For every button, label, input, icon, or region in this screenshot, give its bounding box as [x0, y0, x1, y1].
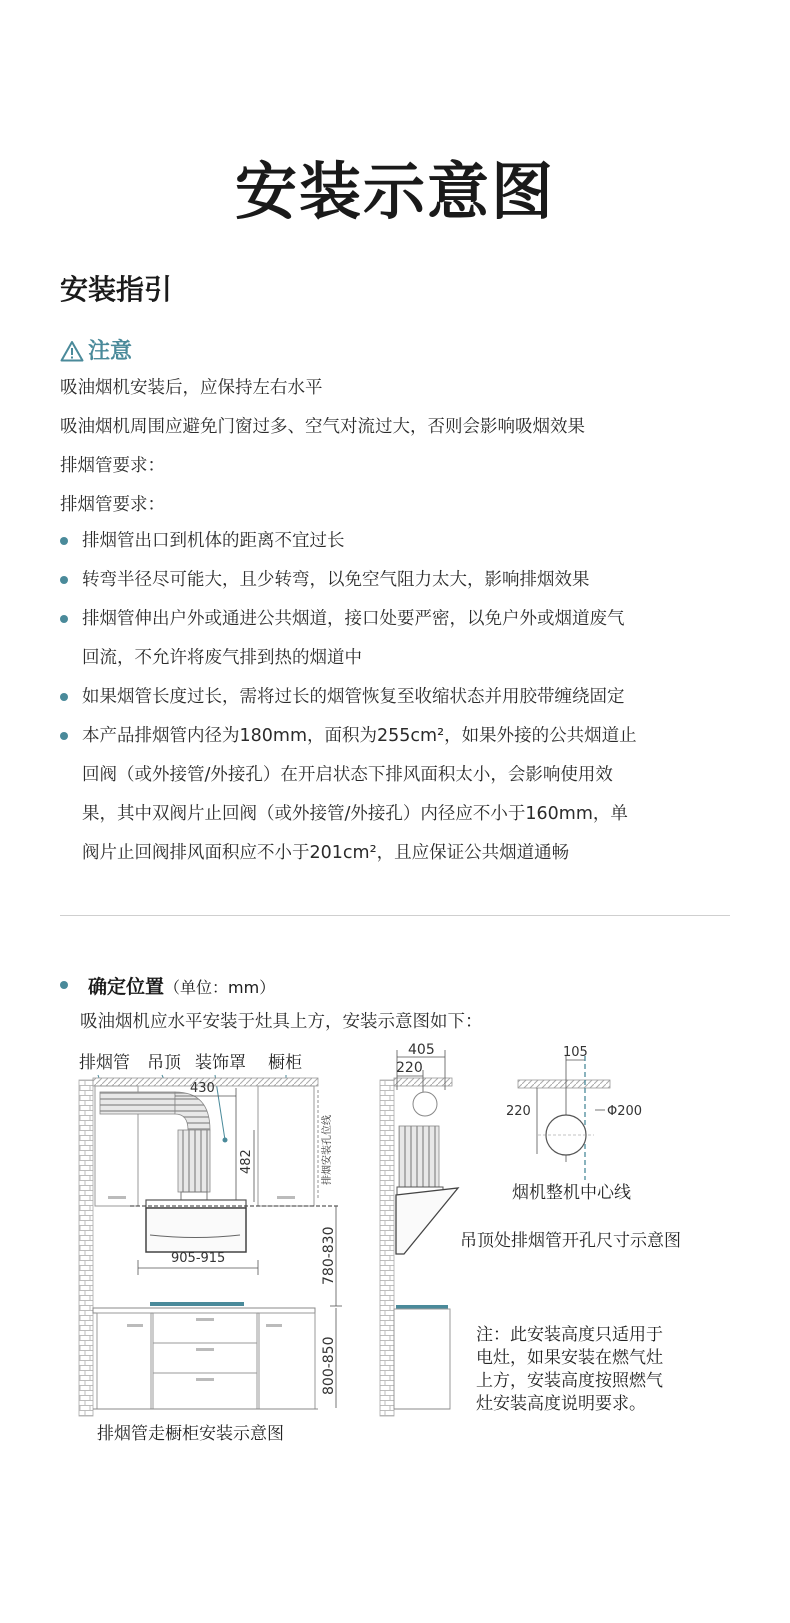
install-note — [476, 1325, 663, 1414]
bullet-dot — [60, 981, 68, 989]
caution-heading — [60, 334, 132, 365]
bullet-text: 回阀（或外接管/外接孔）在开启状态下排风面积太小，会影响使用效 — [82, 765, 613, 785]
note-line: 电灶，如果安装在燃气灶 — [476, 1348, 663, 1368]
position-unit: （单位：mm） — [164, 978, 276, 997]
note-line: 吸油烟机周围应避免门窗过多、空气对流过大，否则会影响吸烟效果 — [60, 417, 585, 437]
bullet-dot — [60, 693, 68, 701]
note-line: 注：此安装高度只适用于 — [476, 1325, 663, 1345]
label-hole-line: 排烟安装孔位线 — [322, 1115, 333, 1185]
dim-220: 220 — [396, 1060, 423, 1076]
label-center-line: 烟机整机中心线 — [512, 1183, 631, 1203]
installation-diagram — [0, 1030, 790, 1450]
caption-left: 排烟管走橱柜安装示意图 — [97, 1424, 284, 1444]
side-view-diagram — [380, 1042, 458, 1416]
position-title — [88, 972, 275, 999]
divider — [60, 915, 730, 916]
bullet-text: 转弯半径尽可能大，且少转弯，以免空气阻力太大，影响排烟效果 — [82, 570, 590, 590]
bullet-text: 果，其中双阀片止回阀（或外接管/外接孔）内径应不小于160mm，单 — [82, 804, 628, 824]
bullet-dot — [60, 576, 68, 584]
position-title-text: 确定位置 — [88, 976, 165, 998]
dim-780: 780-830 — [321, 1226, 337, 1285]
dim-105: 105 — [563, 1045, 588, 1060]
dim-430: 430 — [190, 1081, 215, 1096]
bullet-dot — [60, 537, 68, 545]
dim-905: 905-915 — [171, 1251, 226, 1266]
dim-800: 800-850 — [321, 1336, 337, 1395]
bullet-dot — [60, 732, 68, 740]
bullet-text: 本产品排烟管内径为180mm，面积为255cm²，如果外接的公共烟道止 — [82, 726, 637, 746]
note-line: 排烟管要求： — [60, 495, 165, 515]
dim-phi: Φ200 — [607, 1104, 643, 1119]
note-line: 排烟管要求： — [60, 456, 165, 476]
position-desc: 吸油烟机应水平安装于灶具上方，安装示意图如下： — [80, 1012, 483, 1032]
caution-label: 注意 — [88, 339, 133, 364]
bullet-text: 阀片止回阀排风面积应不小于201cm²，且应保证公共烟道通畅 — [82, 843, 570, 863]
section-title: 安装指引 — [60, 273, 173, 306]
dim-482: 482 — [239, 1149, 254, 1174]
label-exhaust-pipe: 排烟管 — [79, 1053, 130, 1073]
left-diagram — [79, 1053, 342, 1444]
label-cover: 装饰罩 — [195, 1053, 246, 1073]
caption-right: 吊顶处排烟管开孔尺寸示意图 — [460, 1231, 681, 1251]
bullet-text: 排烟管出口到机体的距离不宜过长 — [82, 531, 345, 551]
label-cabinet: 橱柜 — [268, 1053, 302, 1073]
note-line: 吸油烟机安装后，应保持左右水平 — [60, 378, 323, 398]
bullet-dot — [60, 615, 68, 623]
dim-220b: 220 — [506, 1104, 531, 1119]
warning-icon — [60, 340, 84, 362]
bullet-text: 回流，不允许将废气排到热的烟道中 — [82, 648, 362, 668]
bullet-text: 排烟管伸出户外或通进公共烟道，接口处要严密，以免户外或烟道废气 — [82, 609, 625, 629]
note-line: 上方，安装高度按照燃气 — [476, 1371, 663, 1391]
hole-diagram — [460, 1045, 681, 1251]
page-title: 安装示意图 — [234, 155, 555, 228]
dim-405: 405 — [408, 1042, 435, 1058]
note-line: 灶安装高度说明要求。 — [476, 1394, 646, 1414]
bullet-text: 如果烟管长度过长，需将过长的烟管恢复至收缩状态并用胶带缠绕固定 — [82, 687, 625, 707]
label-ceiling: 吊顶 — [147, 1053, 181, 1073]
